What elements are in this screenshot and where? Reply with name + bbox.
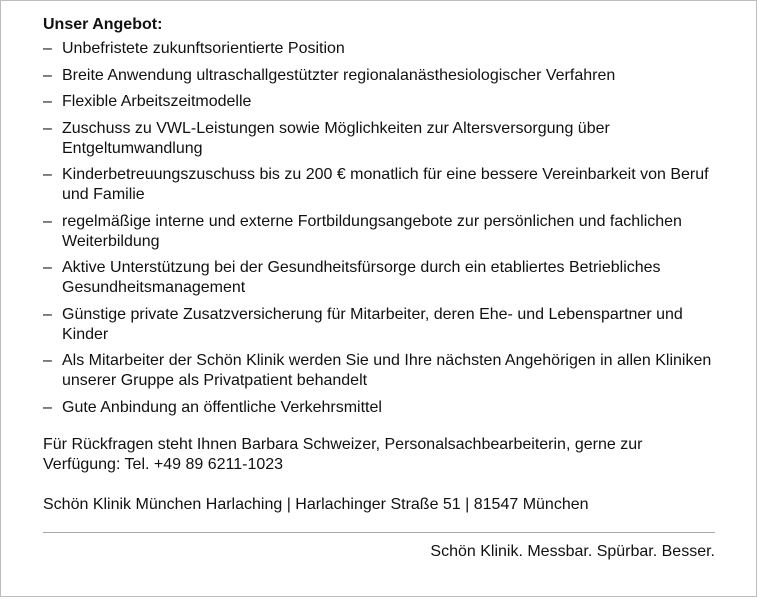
list-item: [43, 398, 719, 418]
dash-bullet: –: [43, 166, 52, 183]
divider-line: [43, 532, 715, 533]
clinic-slogan: Schön Klinik. Messbar. Spürbar. Besser.: [430, 542, 715, 560]
list-item-text: Breite Anwendung ultraschallgestützter regionalanästhesiologischer Verfahren: [62, 66, 616, 84]
dash-bullet: –: [43, 305, 52, 323]
dash-bullet: –: [43, 119, 52, 137]
list-item: [43, 92, 719, 112]
list-item: [43, 119, 719, 159]
list-item-text: Gute Anbindung an öffentliche Verkehrsmittel: [62, 398, 382, 416]
list-item-text: Flexible Arbeitszeitmodelle: [62, 93, 252, 110]
list-item-text: Als Mitarbeiter der Schön Klinik werden Sie und Ihre nächsten Angehörigen in allen Kliniken unserer Gruppe als Privatpatient behandelt: [62, 352, 712, 389]
list-item-text: Zuschuss zu VWL-Leistungen sowie Möglichkeiten zur Altersversorgung über Entgeltumwandlung: [62, 119, 610, 157]
dash-bullet: –: [43, 259, 52, 276]
list-item-text: Unbefristete zukunftsorientierte Position: [62, 40, 345, 57]
clinic-address: Schön Klinik München Harlaching | Harlachinger Straße 51 | 81547 München: [43, 495, 589, 513]
dash-bullet: –: [43, 66, 52, 84]
list-item: [43, 351, 719, 391]
list-item: [43, 66, 719, 86]
list-item-text: regelmäßige interne und externe Fortbildungsangebote zur persönlichen und fachlichen Weiterbildung: [62, 212, 682, 250]
dash-bullet: –: [43, 93, 52, 110]
list-item: [43, 305, 719, 345]
dash-bullet: –: [43, 212, 52, 230]
dash-bullet: –: [43, 40, 52, 57]
dash-bullet: –: [43, 352, 52, 369]
contact-paragraph: Für Rückfragen steht Ihnen Barbara Schweizer, Personalsachbearbeiterin, gerne zur Verfügung: Tel. +49 89 6211-1023: [43, 435, 643, 473]
list-item-text: Aktive Unterstützung bei der Gesundheitsfürsorge durch ein etabliertes Betriebliches Gesundheitsmanagement: [62, 259, 661, 296]
list-item: [43, 39, 719, 59]
list-item: [43, 212, 719, 252]
list-item: [43, 258, 719, 298]
offer-list: [43, 39, 719, 418]
list-item-text: Kinderbetreuungszuschuss bis zu 200 € monatlich für eine bessere Vereinbarkeit von Beruf und Familie: [62, 166, 709, 203]
list-item: [43, 165, 719, 205]
dash-bullet: –: [43, 398, 52, 416]
offer-heading: Unser Angebot:: [43, 16, 163, 33]
list-item-text: Günstige private Zusatzversicherung für Mitarbeiter, deren Ehe- und Lebenspartner und Kinder: [62, 305, 683, 343]
job-offer-content: [43, 15, 719, 562]
